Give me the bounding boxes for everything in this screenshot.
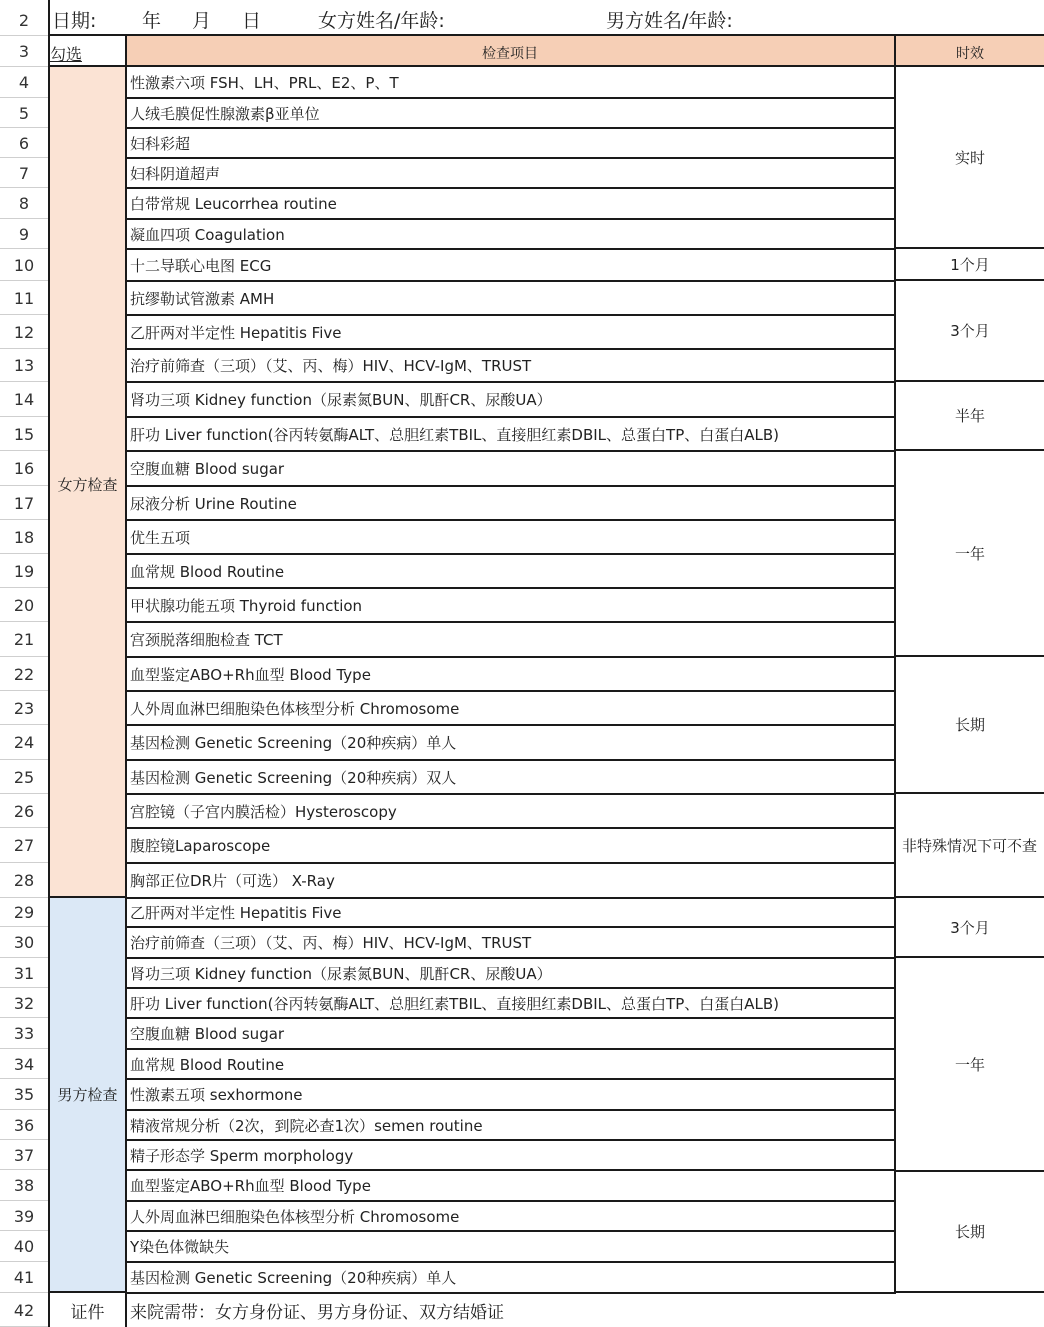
grid-hline (126, 127, 896, 129)
month-label: 月 (192, 9, 212, 32)
male-name-age-label: 男方姓名/年龄: (606, 9, 733, 32)
exam-item: 腹腔镜Laparoscope (130, 837, 271, 855)
grid-hline (894, 792, 1044, 794)
row-number: 24 (13, 733, 35, 752)
exam-item: 治疗前筛查（三项）（艾、丙、梅）HIV、HCV-IgM、TRUST (130, 934, 532, 952)
grid-hline (126, 759, 896, 761)
grid-hline (126, 97, 896, 99)
exam-item: 基因检测 Genetic Screening（20种疾病）单人 (130, 734, 457, 752)
exam-item: 性激素五项 sexhormone (130, 1086, 303, 1104)
row-number: 32 (13, 993, 35, 1013)
row-number: 26 (13, 801, 35, 821)
grid-hline (126, 1017, 896, 1019)
exam-item: 胸部正位DR片（可选） X-Ray (130, 872, 335, 890)
grid-hline (126, 827, 896, 829)
exam-item: 基因检测 Genetic Screening（20种疾病）双人 (130, 768, 457, 787)
row-number: 30 (13, 933, 35, 952)
row-number: 19 (13, 561, 35, 581)
validity-column-header: 时效 (956, 46, 984, 62)
exam-item: 凝血四项 Coagulation (130, 225, 285, 244)
validity-one-month: 1个月 (950, 255, 990, 274)
grid-hline (48, 1291, 126, 1293)
exam-item: 宫颈脱落细胞检查 TCT (130, 631, 283, 649)
row-number: 14 (13, 390, 35, 409)
row-number: 34 (13, 1054, 35, 1074)
exam-item: 妇科彩超 (130, 134, 191, 153)
grid-hline (126, 280, 896, 282)
grid-hline (126, 1109, 896, 1111)
grid-hline (126, 897, 896, 899)
exam-item: 优生五项 (130, 528, 191, 547)
validity-male-long-term: 长期 (954, 1223, 985, 1241)
exam-item: 血常规 Blood Routine (130, 1055, 285, 1074)
exam-item: Y染色体微缺失 (130, 1238, 230, 1256)
exam-item: 精子形态学 Sperm morphology (130, 1146, 354, 1165)
row-number: 37 (13, 1145, 35, 1165)
grid-vline (894, 36, 896, 1293)
grid-hline (48, 896, 126, 898)
day-label: 日 (242, 9, 262, 32)
grid-vline (48, 0, 50, 1327)
grid-hline (126, 656, 896, 658)
exam-item: 血常规 Blood Routine (130, 562, 285, 581)
row-number: 29 (13, 903, 35, 922)
row-number: 17 (13, 493, 35, 513)
grid-hline (894, 279, 1044, 281)
row-number: 13 (13, 356, 35, 375)
row-number: 36 (13, 1115, 35, 1135)
row-number: 8 (18, 194, 30, 213)
grid-hline (126, 381, 896, 383)
grid-hline (894, 1170, 1044, 1172)
grid-hline (126, 926, 896, 928)
exam-item: 乙肝两对半定性 Hepatitis Five (130, 323, 342, 342)
exam-item: 精液常规分析（2次，到院必查1次）semen routine (130, 1116, 483, 1135)
grid-hline (126, 1139, 896, 1141)
exam-item: 宫腔镜（子宫内膜活检）Hysteroscopy (130, 802, 397, 821)
grid-hline (126, 553, 896, 555)
grid-hline (894, 1291, 1044, 1293)
exam-item: 空腹血糖 Blood sugar (130, 1025, 285, 1043)
validity-special: 非特殊情况下可不查 (902, 836, 1038, 855)
exam-item: 肾功三项 Kidney function（尿素氮BUN、肌酐CR、尿酸UA） (130, 391, 552, 409)
grid-vline (125, 36, 127, 1327)
grid-hline (894, 655, 1044, 657)
row-number: 3 (18, 42, 30, 61)
female-name-age-label: 女方姓名/年龄: (318, 9, 445, 32)
year-label: 年 (142, 9, 162, 32)
row-number: 28 (13, 871, 35, 890)
exam-item: 治疗前筛查（三项）（艾、丙、梅）HIV、HCV-IgM、TRUST (130, 357, 532, 375)
row-number: 31 (13, 963, 35, 983)
exam-item: 血型鉴定ABO+Rh血型 Blood Type (130, 1177, 371, 1195)
exam-item: 妇科阴道超声 (130, 164, 221, 183)
row-number: 41 (13, 1268, 35, 1287)
row-number: 4 (18, 73, 30, 92)
row-number: 20 (13, 595, 35, 615)
grid-hline (894, 380, 1044, 382)
grid-hline (126, 1169, 896, 1171)
row-number: 15 (13, 424, 35, 444)
grid-hline (126, 519, 896, 521)
row-number: 6 (18, 133, 30, 153)
validity-male-three-months: 3个月 (950, 918, 990, 937)
exam-item: 抗缪勒试管激素 AMH (130, 289, 275, 308)
row-number: 5 (18, 103, 30, 123)
grid-hline (126, 957, 896, 959)
row-number: 35 (13, 1085, 35, 1104)
exam-item: 尿液分析 Urine Routine (130, 494, 297, 513)
grid-hline (126, 348, 896, 350)
exam-item: 人外周血淋巴细胞染色体核型分析 Chromosome (130, 699, 460, 718)
grid-hline (126, 862, 896, 864)
documents-category-label: 证件 (70, 1302, 105, 1323)
grid-hline (126, 587, 896, 589)
row-number: 38 (13, 1176, 35, 1195)
grid-hline (126, 187, 896, 189)
row-number: 2 (18, 10, 30, 30)
row-number: 23 (13, 698, 35, 718)
exam-item: 白带常规 Leucorrhea routine (130, 195, 337, 213)
grid-hline (126, 248, 896, 250)
grid-hline (894, 247, 1044, 249)
documents-note: 来院需带：女方身份证、男方身份证、双方结婚证 (130, 1302, 504, 1323)
exam-item: 肝功 Liver function(谷丙转氨酶ALT、总胆红素TBIL、直接胆红素DBIL、总蛋白TP、白蛋白ALB) (130, 994, 780, 1013)
grid-hline (126, 1200, 896, 1202)
grid-hline (894, 956, 1044, 958)
validity-three-months: 3个月 (950, 322, 990, 340)
validity-realtime: 实时 (954, 148, 985, 167)
grid-hline (126, 218, 896, 220)
row-number: 25 (13, 767, 35, 787)
exam-item: 基因检测 Genetic Screening（20种疾病）单人 (130, 1269, 457, 1287)
grid-hline (126, 621, 896, 623)
row-number: 42 (13, 1300, 35, 1320)
row-number: 22 (13, 664, 35, 684)
row-number: 12 (13, 322, 35, 342)
row-number: 7 (18, 163, 30, 183)
row-number: 21 (13, 630, 35, 649)
date-label: 日期: (52, 9, 97, 32)
grid-hline (894, 896, 1044, 898)
row-number: 10 (13, 255, 35, 275)
grid-hline (126, 1078, 896, 1080)
exam-item: 肾功三项 Kidney function（尿素氮BUN、肌酐CR、尿酸UA） (130, 964, 552, 983)
validity-half-year: 半年 (954, 407, 985, 425)
female-category-label: 女方检查 (57, 475, 118, 494)
grid-hline (126, 987, 896, 989)
grid-hline (126, 1048, 896, 1050)
row-number: 33 (13, 1024, 35, 1043)
exam-item: 乙肝两对半定性 Hepatitis Five (130, 904, 342, 922)
items-column-header: 检查项目 (482, 46, 538, 62)
row-number: 27 (13, 836, 35, 855)
validity-one-year: 一年 (954, 544, 985, 563)
male-category-label: 男方检查 (57, 1085, 118, 1104)
exam-item: 空腹血糖 Blood sugar (130, 460, 285, 478)
grid-hline (894, 449, 1044, 451)
grid-hline (126, 724, 896, 726)
grid-hline (126, 1230, 896, 1232)
row-number: 11 (13, 288, 35, 308)
row-number: 39 (13, 1206, 35, 1226)
grid-hline (126, 450, 896, 452)
row-number: 18 (13, 527, 35, 547)
grid-hline (126, 690, 896, 692)
validity-long-term: 长期 (954, 716, 985, 734)
grid-hline (126, 1292, 896, 1294)
row-number: 40 (13, 1237, 35, 1256)
grid-hline (126, 314, 896, 316)
exam-item: 人绒毛膜促性腺激素β亚单位 (130, 104, 320, 123)
check-column-header: 勾选 (50, 44, 83, 64)
exam-item: 甲状腺功能五项 Thyroid function (130, 596, 363, 615)
grid-hline (126, 416, 896, 418)
exam-item: 性激素六项 FSH、LH、PRL、E2、P、T (130, 74, 399, 92)
validity-male-one-year: 一年 (954, 1055, 985, 1074)
exam-item: 肝功 Liver function(谷丙转氨酶ALT、总胆红素TBIL、直接胆红素DBIL、总蛋白TP、白蛋白ALB) (130, 425, 780, 444)
row-number: 9 (18, 224, 30, 244)
grid-hline (126, 1261, 896, 1263)
grid-hline (126, 157, 896, 159)
exam-item: 血型鉴定ABO+Rh血型 Blood Type (130, 665, 371, 684)
exam-item: 人外周血淋巴细胞染色体核型分析 Chromosome (130, 1207, 460, 1226)
grid-hline (126, 793, 896, 795)
row-number: 16 (13, 459, 35, 478)
exam-item: 十二导联心电图 ECG (130, 256, 272, 275)
grid-hline (126, 485, 896, 487)
